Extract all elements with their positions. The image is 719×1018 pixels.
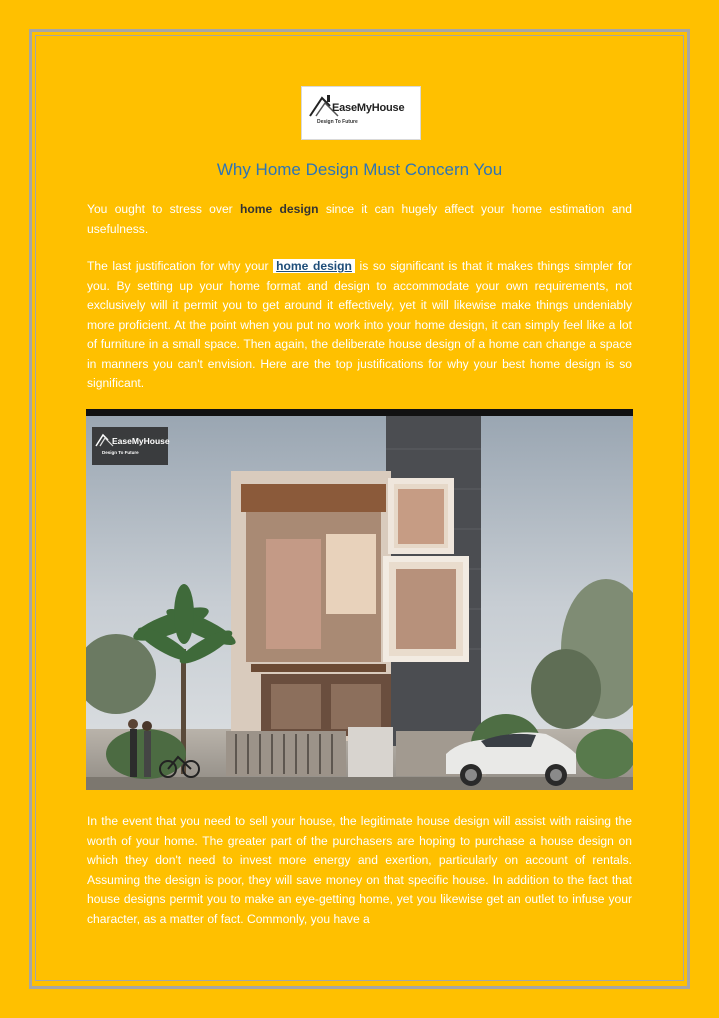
paragraph-intro-text: You ought to stress over [87, 202, 240, 216]
company-logo [301, 86, 421, 140]
watermark-name: EaseMyHouse [112, 436, 170, 446]
paragraph-justification-text-end: is so significant is that it makes things simpler for you. By setting up your home format and design to accommodate your own requirements, not exclusively will it permit you to get around it effectively, yet it will likewise make things undeniably more proficient. At the point when you put no work into your home design, it can simply feel like a lot of furniture in a small space. Then again, the deliberate house design of a home can change a space in manners you can't envision. Here are the top justifications for why your best home design is so significant. [87, 259, 632, 390]
photo-watermark-logo [92, 427, 168, 465]
house-photo [86, 409, 633, 790]
logo-tagline: Design To Future [317, 119, 358, 125]
logo-name: EaseMyHouse [332, 102, 405, 114]
watermark-tagline: Design To Future [102, 450, 139, 455]
keyword-home-design: home design [240, 202, 319, 216]
paragraph-intro [87, 200, 632, 239]
page-title: Why Home Design Must Concern You [216, 160, 503, 179]
paragraph-selling: In the event that you need to sell your house, the legitimate house design will assist with raising the worth of your home. The greater part of the purchasers are hoping to purchase a house design on which they don't need to invest more energy and exertion, particularly on account of rentals. Assuming the design is poor, they will save money on that specific house. In addition to the fact that house designs permit you to make an eye-getting home, yet you likewise get an outlet to infuse your character, as a matter of fact. Commonly, you have a [87, 814, 632, 926]
paragraph-intro-text-end: since it can hugely affect your home estimation and usefulness. [87, 202, 633, 236]
paragraph-justification [87, 257, 632, 394]
house-illustration [86, 409, 633, 790]
paragraph-justification-text: The last justification for why your [87, 259, 274, 273]
home-design-link[interactable]: home design [273, 259, 355, 273]
